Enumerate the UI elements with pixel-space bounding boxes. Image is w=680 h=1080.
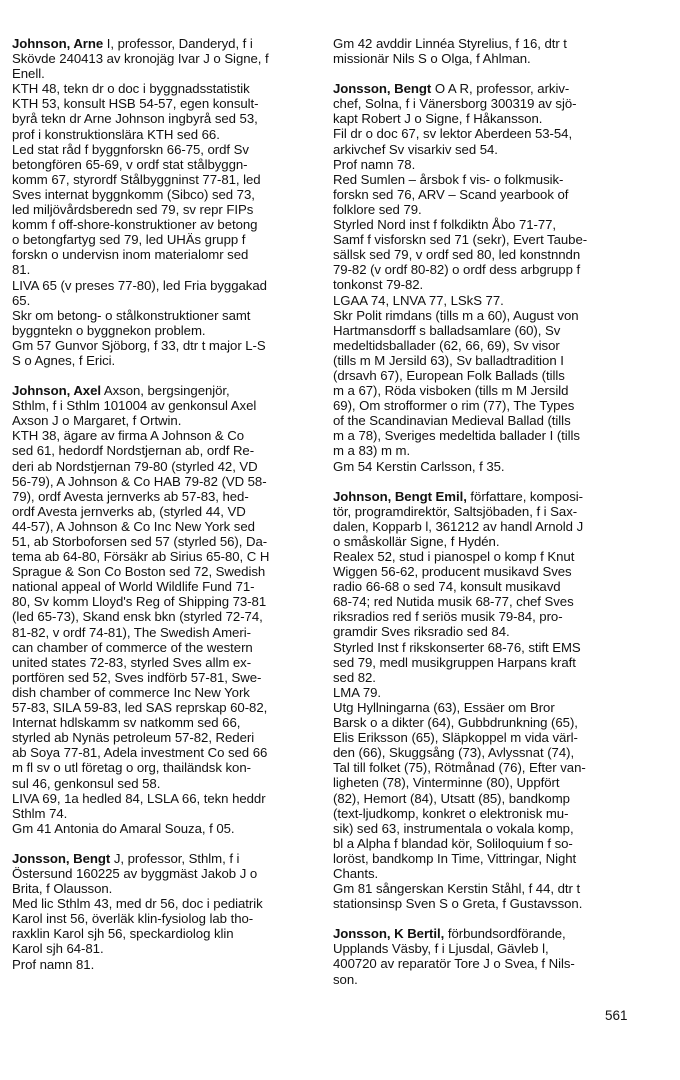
entry-line <box>333 640 635 655</box>
entry-line <box>333 126 635 141</box>
entry-text: LGAA 74, LNVA 77, LSkS 77. <box>333 292 504 308</box>
entry-line <box>12 609 312 624</box>
entry-text: Hartmansdorff s balladsamlare (60), Sv <box>333 322 561 338</box>
entry-line <box>333 972 635 987</box>
entry-text: förbundsordförande, <box>444 926 566 942</box>
entry-text: m fl sv o utl företag o org, thailändsk kon- <box>12 760 251 776</box>
entry-line <box>333 202 635 217</box>
entry-line <box>12 745 312 760</box>
entry-line <box>333 172 635 187</box>
entry-line <box>12 926 312 941</box>
entry-text: 56-79), A Johnson & Co HAB 79-82 (VD 58- <box>12 473 267 489</box>
entry-text: (82), Hemort (84), Utsatt (85), bandkomp <box>333 790 570 806</box>
entry-line <box>12 549 312 564</box>
entry-line <box>12 338 312 353</box>
entry-line <box>333 217 635 232</box>
entry-line <box>333 700 635 715</box>
entry-text: LMA 79. <box>333 684 382 700</box>
entry-line <box>12 519 312 534</box>
entry-line <box>12 111 312 126</box>
entry-line <box>333 745 635 760</box>
entry-line <box>12 504 312 519</box>
entry-text: sul 46, genkonsul sed 58. <box>12 775 161 791</box>
entry-text: Karol inst 56, överläk klin-fysiolog lab tho- <box>12 911 254 927</box>
entry-line <box>333 293 635 308</box>
entry-text: 79), ordf Avesta jernverks ab 57-83, hed- <box>12 488 249 504</box>
entry-line <box>333 941 635 956</box>
entry-text: 80, Sv komm Lloyd's Reg of Shipping 73-81 <box>12 594 267 610</box>
entry-text: can chamber of commerce of the western <box>12 639 253 655</box>
entry-text: S o Agnes, f Erici. <box>12 352 116 368</box>
entry-line <box>12 353 312 368</box>
entry-line <box>12 157 312 172</box>
entry-line <box>12 202 312 217</box>
entry-line <box>12 81 312 96</box>
entry-text: Gm 81 sångerskan Kerstin Ståhl, f 44, dtr t <box>333 881 581 897</box>
entry-text: Gm 57 Gunvor Sjöborg, f 33, dtr t major L-S <box>12 337 266 353</box>
entry-text: Brita, f Olausson. <box>12 881 113 897</box>
entry-jonsson-bengt-j-continued <box>333 36 635 66</box>
entry-text: o småskollär Signe, f Hydén. <box>333 533 500 549</box>
entry-line <box>12 776 312 791</box>
entry-text: medeltidsballader (62, 66, 69), Sv visor <box>333 337 560 353</box>
entry-text: Prof namn 81. <box>12 956 95 972</box>
entry-text: m a 67), Röda visboken (tills m M Jersild <box>333 383 569 399</box>
entry-line <box>12 127 312 142</box>
entry-line <box>12 957 312 972</box>
entry-line <box>12 247 312 262</box>
entry-text: Gm 54 Kerstin Carlsson, f 35. <box>333 458 505 474</box>
entry-text: styrled ab Nynäs petroleum 57-82, Rederi <box>12 730 255 746</box>
entry-line <box>333 655 635 670</box>
entry-text: (tills m M Jersild 63), Sv balladtradition I <box>333 352 564 368</box>
entry-line <box>12 308 312 323</box>
entry-line <box>333 247 635 262</box>
entry-text: m a 83) m m. <box>333 443 411 459</box>
entry-line <box>333 308 635 323</box>
entry-text: Samf f visforskn sed 71 (sekr), Evert Taube- <box>333 232 588 248</box>
entry-text: sällsk sed 79, v ordf sed 80, led konstnndn <box>333 247 581 263</box>
entry-text: led miljövårdsberedn sed 79, sv repr FIPs <box>12 202 254 218</box>
entry-line <box>12 851 312 866</box>
entry-text: KTH 53, konsult HSB 54-57, egen konsult- <box>12 96 259 112</box>
entry-text: Upplands Väsby, f i Ljusdal, Gävleb l, <box>333 941 549 957</box>
entry-line <box>12 594 312 609</box>
entry-line <box>333 81 635 96</box>
entry-text: raxklin Karol sjh 56, speckardiolog klin <box>12 926 234 942</box>
entry-line <box>12 262 312 277</box>
entry-text: ligheten (78), Vinterminne (80), Uppfört <box>333 775 560 791</box>
entry-line <box>333 338 635 353</box>
entry-line <box>12 232 312 247</box>
entry-text: Utg Hyllningarna (63), Essäer om Bror <box>333 699 555 715</box>
entry-line <box>333 51 635 66</box>
entry-text: 81. <box>12 262 31 278</box>
entry-text: sed 82. <box>333 669 376 685</box>
entry-text: 51, ab Storboforsen sed 57 (styrled 56), Da- <box>12 534 268 549</box>
entry-line <box>333 157 635 172</box>
entry-line <box>12 36 312 51</box>
entry-text: stationsinsp Sven S o Greta, f Gustavsson. <box>333 896 583 912</box>
entry-text: LIVA 65 (v preses 77-80), led Fria byggakad <box>12 277 267 293</box>
entry-text: dish chamber of commerce Inc New York <box>12 684 250 700</box>
entry-line <box>12 670 312 685</box>
entry-text: författare, komposi- <box>466 488 584 504</box>
entry-text: riksradios red f seriös musik 79-84, pro- <box>333 609 563 625</box>
entry-head-name: Johnson, Bengt Emil, <box>333 488 467 504</box>
entry-text: Axson J o Margaret, f Ortwin. <box>12 413 182 429</box>
entry-johnson-arne <box>12 36 312 368</box>
entry-line <box>12 217 312 232</box>
entry-line <box>333 609 635 624</box>
entry-line <box>12 760 312 775</box>
entry-text: loröst, bandkomp In Time, Vittringar, Night <box>333 850 577 866</box>
entry-line <box>333 851 635 866</box>
entry-text: komm 67, styrordf Stålbyggninst 77-81, led <box>12 171 261 187</box>
entry-text: national appeal of World Wildlife Fund 71- <box>12 579 255 595</box>
entry-text: tör, programdirektör, Saltsjöbaden, f i Sax- <box>333 503 578 519</box>
entry-text: folklore sed 79. <box>333 201 422 217</box>
entry-text: of the Scandinavian Medieval Ballad (tills <box>333 413 571 429</box>
entry-line <box>333 383 635 398</box>
entry-line <box>333 896 635 911</box>
entry-text: forskn o undervisn inom materialomr sed <box>12 247 249 263</box>
entry-line <box>333 489 635 504</box>
entry-text: m a 78), Sveriges medeltida ballader I (tills <box>333 428 580 444</box>
entry-line <box>333 594 635 609</box>
entry-line <box>12 685 312 700</box>
entry-line <box>12 66 312 81</box>
entry-text: kapt Robert J o Signe, f Håkansson. <box>333 111 543 127</box>
entry-line <box>12 791 312 806</box>
entry-text: 79-82 (v ordf 80-82) o ordf dess arbgrupp f <box>333 262 581 278</box>
entry-text: sik) sed 63, instrumentala o vokala komp, <box>333 820 574 836</box>
entry-line <box>333 791 635 806</box>
entry-text: 57-83, SILA 59-83, led SAS reprskap 60-82, <box>12 700 268 716</box>
entry-text: Barsk o a dikter (64), Gubbdrunkning (65), <box>333 715 578 731</box>
entry-line <box>12 715 312 730</box>
entry-text: arkivchef Sv visarkiv sed 54. <box>333 141 498 157</box>
entry-text: (text-ljudkomp, konkret o elektronisk mu- <box>333 805 569 821</box>
entry-line <box>333 443 635 458</box>
entry-line <box>12 640 312 655</box>
entry-text: Gm 42 avddir Linnéa Styrelius, f 16, dtr t <box>333 36 567 51</box>
entry-text: ab Soya 77-81, Adela investment Co sed 66 <box>12 745 268 761</box>
entry-line <box>12 625 312 640</box>
entry-head-name: Jonsson, Bengt <box>12 850 111 866</box>
entry-line <box>12 941 312 956</box>
entry-line <box>333 142 635 157</box>
entry-line <box>12 474 312 489</box>
entry-text: O A R, professor, arkiv- <box>431 81 570 97</box>
entry-line <box>333 821 635 836</box>
entry-line <box>12 187 312 202</box>
entry-text: KTH 48, tekn dr o doc i byggnadsstatistik <box>12 81 250 97</box>
entry-line <box>12 413 312 428</box>
entry-text: Prof namn 78. <box>333 156 416 172</box>
entry-line <box>12 655 312 670</box>
entry-text: united states 72-83, styrled Sves allm ex- <box>12 654 252 670</box>
entry-line <box>333 504 635 519</box>
entry-text: prof i konstruktionslära KTH sed 66. <box>12 126 220 142</box>
entry-line <box>12 278 312 293</box>
entry-text: dalen, Kopparb l, 361212 av handl Arnold J <box>333 518 584 534</box>
entry-line <box>12 293 312 308</box>
entry-text: missionär Nils S o Olga, f Ahlman. <box>333 51 531 67</box>
entry-text: 44-57), A Johnson & Co Inc New York sed <box>12 518 255 534</box>
entry-text: Gm 41 Antonia do Amaral Souza, f 05. <box>12 820 235 836</box>
entry-line <box>333 881 635 896</box>
entry-line <box>12 323 312 338</box>
entry-line <box>333 111 635 126</box>
page-number: 561 <box>605 1008 628 1023</box>
entry-line <box>333 428 635 443</box>
left-column <box>12 36 312 987</box>
entry-head-name: Jonsson, K Bertil, <box>333 926 445 942</box>
entry-text: LIVA 69, 1a hedled 84, LSLA 66, tekn heddr <box>12 790 266 806</box>
entry-line <box>333 564 635 579</box>
entry-text: bl a Alpha f blandad kör, Soliloquium f so- <box>333 835 573 851</box>
entry-line <box>12 142 312 157</box>
entry-line <box>333 368 635 383</box>
entry-text: 69), Om strofformer o rim (77), The Types <box>333 398 575 414</box>
entry-johnson-bengt-emil <box>333 489 635 912</box>
entry-text: sed 61, hedordf Nordstjernan ab, ordf Re- <box>12 443 255 459</box>
entry-line <box>333 459 635 474</box>
entry-text: son. <box>333 971 358 987</box>
entry-text: gramdir Sves riksradio sed 84. <box>333 624 510 640</box>
entry-line <box>333 353 635 368</box>
entry-text: tema ab 64-80, Försäkr ab Sirius 65-80, C H <box>12 549 270 565</box>
entry-line <box>333 534 635 549</box>
entry-text: Sprague & Son Co Boston sed 72, Swedish <box>12 564 266 580</box>
entry-line <box>333 96 635 111</box>
entry-text: Realex 52, stud i pianospel o komp f Knut <box>333 549 575 564</box>
entry-jonsson-bengt-j <box>12 851 312 972</box>
entry-text: KTH 38, ägare av firma A Johnson & Co <box>12 428 244 444</box>
entry-line <box>12 866 312 881</box>
entry-text: J, professor, Sthlm, f i <box>110 850 240 866</box>
entry-text: Fil dr o doc 67, sv lektor Aberdeen 53-54, <box>333 126 573 142</box>
entry-text: 68-74; red Nutida musik 68-77, chef Sves <box>333 594 574 610</box>
entry-text: Östersund 160225 av byggmäst Jakob J o <box>12 865 258 881</box>
entry-text: betongfören 65-69, v ordf stat stålbyggn- <box>12 156 248 172</box>
entry-text: Chants. <box>333 865 379 881</box>
entry-text: Sves internat byggnkomm (Sibco) sed 73, <box>12 186 255 202</box>
entry-line <box>12 806 312 821</box>
entry-text: 65. <box>12 292 31 308</box>
entry-line <box>12 730 312 745</box>
entry-jonsson-k-bertil <box>333 926 635 986</box>
entry-text: 400720 av reparatör Tore J o Svea, f Nils- <box>333 956 575 972</box>
entry-line <box>333 323 635 338</box>
entry-head-name: Johnson, Axel <box>12 383 101 399</box>
entry-line <box>333 926 635 941</box>
entry-line <box>333 624 635 639</box>
entry-line <box>12 489 312 504</box>
entry-line <box>12 443 312 458</box>
entry-text: Skövde 240413 av kronojäg Ivar J o Signe, f <box>12 51 269 67</box>
entry-line <box>333 232 635 247</box>
entry-line <box>12 881 312 896</box>
entry-line <box>333 715 635 730</box>
entry-text: Wiggen 56-62, producent musikavd Sves <box>333 564 572 580</box>
entry-line <box>12 896 312 911</box>
entry-text: byggntekn o byggnekon problem. <box>12 322 206 338</box>
entry-line <box>333 685 635 700</box>
entry-text: Red Sumlen – årsbok f vis- o folkmusik- <box>333 171 564 187</box>
entry-text: Elis Eriksson (65), Släpkoppel m vida värl- <box>333 730 578 746</box>
entry-text: I, professor, Danderyd, f i <box>103 36 253 51</box>
entry-text: byrå tekn dr Arne Johnson ingbyrå sed 53, <box>12 111 258 127</box>
entry-line <box>333 730 635 745</box>
entry-text: Enell. <box>12 66 45 82</box>
entry-line <box>333 519 635 534</box>
entry-johnson-axel <box>12 383 312 836</box>
entry-text: forskn sed 76, ARV – Scand yearbook of <box>333 186 569 202</box>
entry-line <box>12 428 312 443</box>
entry-line <box>333 866 635 881</box>
entry-line <box>12 564 312 579</box>
entry-line <box>12 700 312 715</box>
entry-line <box>333 806 635 821</box>
entry-text: (led 65-73), Skand ensk bkn (styrled 72-74, <box>12 609 263 625</box>
entry-line <box>333 549 635 564</box>
entry-line <box>333 277 635 292</box>
entry-text: sed 79, medl musikgruppen Harpans kraft <box>333 654 576 670</box>
entry-jonsson-bengt-oar <box>333 81 635 473</box>
entry-line <box>333 670 635 685</box>
entry-line <box>12 534 312 549</box>
entry-text: Karol sjh 64-81. <box>12 941 104 957</box>
entry-text: portfören sed 52, Sves indförb 57-81, Swe- <box>12 669 262 685</box>
entry-text: chef, Solna, f i Vänersborg 300319 av sjö- <box>333 96 577 112</box>
entry-text: den (66), Skuggsång (73), Avlyssnat (74), <box>333 745 575 761</box>
entry-text: komm f off-shore-konstruktioner av betong <box>12 217 258 233</box>
entry-text: Styrled Nord inst f folkdiktn Åbo 71-77, <box>333 217 557 233</box>
entry-line <box>12 172 312 187</box>
right-column <box>333 36 635 1002</box>
entry-line <box>12 579 312 594</box>
entry-line <box>333 775 635 790</box>
entry-text: radio 66-68 o sed 74, konsult musikavd <box>333 579 561 595</box>
entry-line <box>12 51 312 66</box>
entry-line <box>12 96 312 111</box>
entry-text: Internat hdlskamm sv natkomm sed 66, <box>12 715 241 731</box>
entry-text: Sthlm 74. <box>12 805 68 821</box>
entry-line <box>333 836 635 851</box>
entry-head-name: Jonsson, Bengt <box>333 81 432 97</box>
entry-text: Styrled Inst f rikskonserter 68-76, stift EMS <box>333 639 581 655</box>
entry-text: deri ab Nordstjernan 79-80 (styrled 42, VD <box>12 458 258 474</box>
entry-line <box>12 383 312 398</box>
entry-line <box>333 36 635 51</box>
entry-line <box>12 398 312 413</box>
entry-text: Sthlm, f i Sthlm 101004 av genkonsul Axel <box>12 398 257 414</box>
entry-text: 81-82, v ordf 74-81), The Swedish Ameri- <box>12 624 251 640</box>
entry-text: Led stat råd f byggnforskn 66-75, ordf Sv <box>12 141 249 157</box>
entry-line <box>333 956 635 971</box>
entry-text: Skr om betong- o stålkonstruktioner samt <box>12 307 251 323</box>
entry-line <box>12 821 312 836</box>
entry-line <box>333 187 635 202</box>
entry-line <box>333 413 635 428</box>
entry-text: Axson, bergsingenjör, <box>101 383 230 399</box>
entry-head-name: Johnson, Arne <box>12 36 104 51</box>
entry-line <box>333 760 635 775</box>
entry-line <box>333 398 635 413</box>
entry-text: ordf Avesta jernverks ab, (styrled 44, VD <box>12 503 246 519</box>
entry-text: Tal till folket (75), Rötmånad (76), Efter van- <box>333 760 586 776</box>
entry-text: o betongfartyg sed 79, led UHÄs grupp f <box>12 232 246 248</box>
entry-line <box>12 911 312 926</box>
entry-text: Skr Polit rimdans (tills m a 60), August von <box>333 307 579 323</box>
entry-line <box>12 459 312 474</box>
entry-line <box>333 262 635 277</box>
entry-text: Med lic Sthlm 43, med dr 56, doc i pediatrik <box>12 896 263 912</box>
entry-text: tonkonst 79-82. <box>333 277 424 293</box>
entry-text: (drsavh 67), European Folk Ballads (tills <box>333 367 565 383</box>
entry-line <box>333 579 635 594</box>
